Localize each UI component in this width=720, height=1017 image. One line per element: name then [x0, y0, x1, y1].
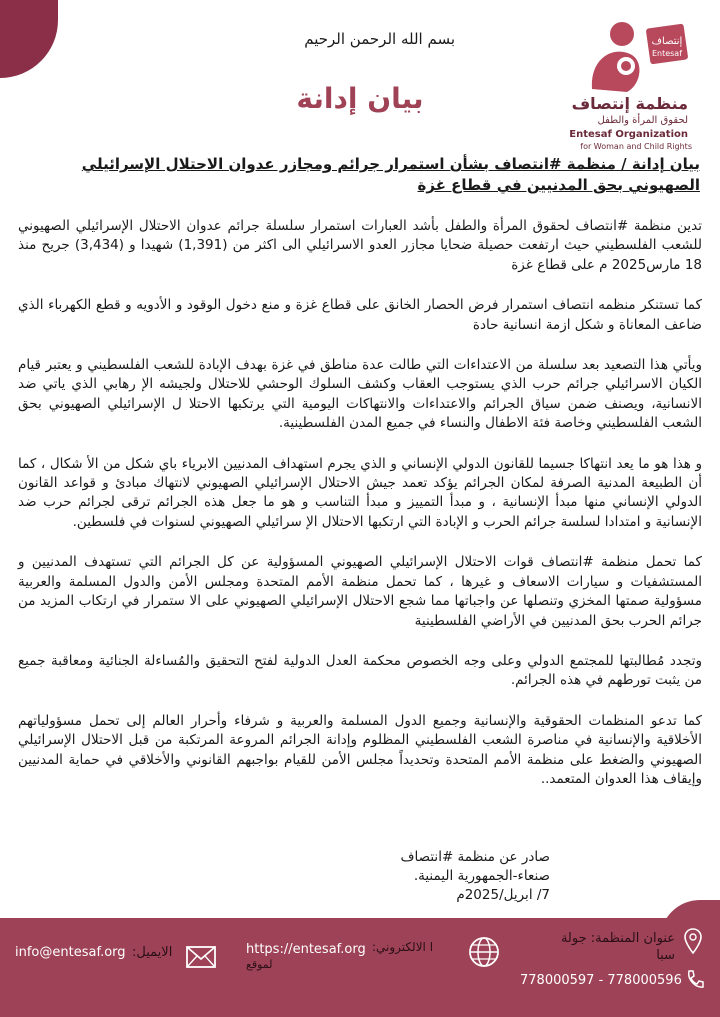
- location-pin-icon: [684, 928, 702, 958]
- website-label-cont: لموقع: [246, 958, 273, 971]
- signature-location: صنعاء-الجمهورية اليمنية.: [413, 868, 550, 884]
- logo-badge-en: Entesaf: [651, 49, 683, 58]
- page-title: بيان إدانة: [296, 82, 424, 115]
- org-name-ar: منظمة إنتصاف: [571, 94, 688, 113]
- paragraph-1: تدين منظمة #انتصاف لحقوق المرأة والطفل بأشد العبارات استمرار سلسلة جرائم عدوان الاحتلال الإسرائيلي الصهيوني للشعب الفلسطيني حيث ارتفعت حصيلة ضحايا مجازر العدو الاسرائيلي الى اكثر من (1,391) شهيدا و (3,434) جريح منذ 18 مارس2025 م على قطاع غزة: [18, 218, 702, 273]
- paragraph-5: كما تحمل منظمة #انتصاف قوات الاحتلال الإسرائيلي الصهيوني المسؤولية عن كل الجرائم التي تستهدف المدنيين و المستشفيات و سيارات الاسعاف و غيرها ، كما تحمل منظمة الأمم المتحدة ومجلس الأمن والدول المسلمة والعربية مسؤولية صمتها المخزي وتنصلها عن واجباتها مما شجع الاحتلال الإسرائيلي الصهيوني على الا ستمرار في ارتكاب المزيد من جرائم الحرب بحق المدنيين في الأراضي الفلسطينية: [18, 554, 702, 629]
- basmala: بسم الله الرحمن الرحيم: [304, 30, 455, 48]
- logo-emblem-icon: [582, 14, 692, 94]
- org-name-en-sub: for Woman and Child Rights: [580, 142, 692, 151]
- statement-subject: بيان إدانة / منظمة #انتصاف بشأن استمرار جرائم ومجازر عدوان الاحتلال الإسرائيلي الصهيوني بحق المدنيين في قطاع غزة: [81, 155, 700, 194]
- paragraph-6: وتجدد مُطالبتها للمجتمع الدولي وعلى وجه الخصوص محكمة العدل الدولية لفتح التحقيق والمُساءلة الجنائية ومعاقبة جميع من يثبت تورطهم في هذه الجرائم.: [18, 652, 702, 689]
- signature-block: [300, 848, 550, 905]
- org-logo: [566, 14, 706, 151]
- org-name-ar-sub: لحقوق المرأة والطفل: [597, 115, 688, 126]
- paragraph-2: كما تستنكر منظمه انتصاف استمرار فرض الحصار الخانق على قطاع غزة و منع دخول الوقود و الأدويه و قطع الكهرباء الذي ضاعف المعاناة و شكل ازمة انسانية حادة: [18, 297, 702, 333]
- paragraph-7: كما تدعو المنظمات الحقوقية والإنسانية وجميع الدول المسلمة والعربية و شرفاء وأحرار العالم إلى تحمل مسؤولياتهم الأخلاقية والإنسانية في مناصرة الشعب الفلسطيني المظلوم وإدانة الجرائم المروعة المرتكبة من قبل الاحتلال الإسرائيلي الصهيوني والضغط على منظمة الأمم المتحدة وتحديداً مجلس الأمن للقيام بواجبهم القانوني والأخلاقي في حماية المدنيين وإيقاف هذا العدوان المتعمد..: [18, 712, 702, 787]
- address-text: عنوان المنظمة: جولة سبا: [560, 931, 675, 963]
- website-label: ا الالكتروني:: [372, 940, 434, 954]
- corner-decoration: [0, 0, 58, 78]
- paragraph-3: ويأتي هذا التصعيد بعد سلسلة من الاعتداءات التي طالت عدة مناطق في غزة بهدف الإبادة للشعب الفلسطيني و يعتبر قيام الكيان الاسرائيلي جرائم حرب الذي يستوجب العقاب وكشف السلوك الوحشي للاحتلال ولجيشه الإ رهابي الذي ياتي ضد الانسانية، ويصنف ضمن سياق الجرائم والاعتداءات والانتهاكات اليومية التي يرتكبها الاحتلا ل الإسرائيلي الصهيوني بحق الشعب الفلسطيني وخاصة فئة الاطفال والنساء في جميع المدن الفلسطينية.: [18, 357, 702, 432]
- logo-badge-ar: إنتصاف: [651, 36, 683, 47]
- email-label: الايميل:: [132, 945, 173, 960]
- signature-date: 7/ ابريل/2025م: [456, 887, 550, 903]
- email-link[interactable]: info@entesaf.org: [15, 945, 126, 960]
- globe-icon: [468, 936, 500, 972]
- phone-icon: [686, 970, 704, 994]
- phone-numbers[interactable]: 778000597 - 778000596: [520, 973, 682, 988]
- org-name-en: Entesaf Organization: [569, 129, 688, 140]
- paragraph-4: و هذا هو ما يعد انتهاكا جسيما للقانون الدولي الإنساني و الذي يجرم استهداف المدنيين الابرياء باي شكل من الأ شكال ، كما أن الطبيعة المدنية الصرفة لمكان الجرائم يؤكد تعمد جيش الاحتلال الإسرائيلي الصهيوني لانتهاك مبادئ و قواعد القانون الدولي الإنساني منها مبدأ الإنسانية ، و مبدأ التمييز و مبدأ التناسب و هو ما جعل هذه الجرائم ترقى لجرائم حرب ضد الإنسانية و امتدادا لسلسة جرائم الحرب و الإبادة التي ارتكبها الاحتلال الإ سرائيلي الصهيوني لسنوات في فلسطين.: [18, 455, 702, 530]
- website-link[interactable]: https://entesaf.org: [246, 942, 366, 957]
- mail-icon: [186, 946, 216, 972]
- statement-body: [18, 217, 702, 810]
- signature-issuer: صادر عن منظمة #انتصاف: [400, 849, 550, 865]
